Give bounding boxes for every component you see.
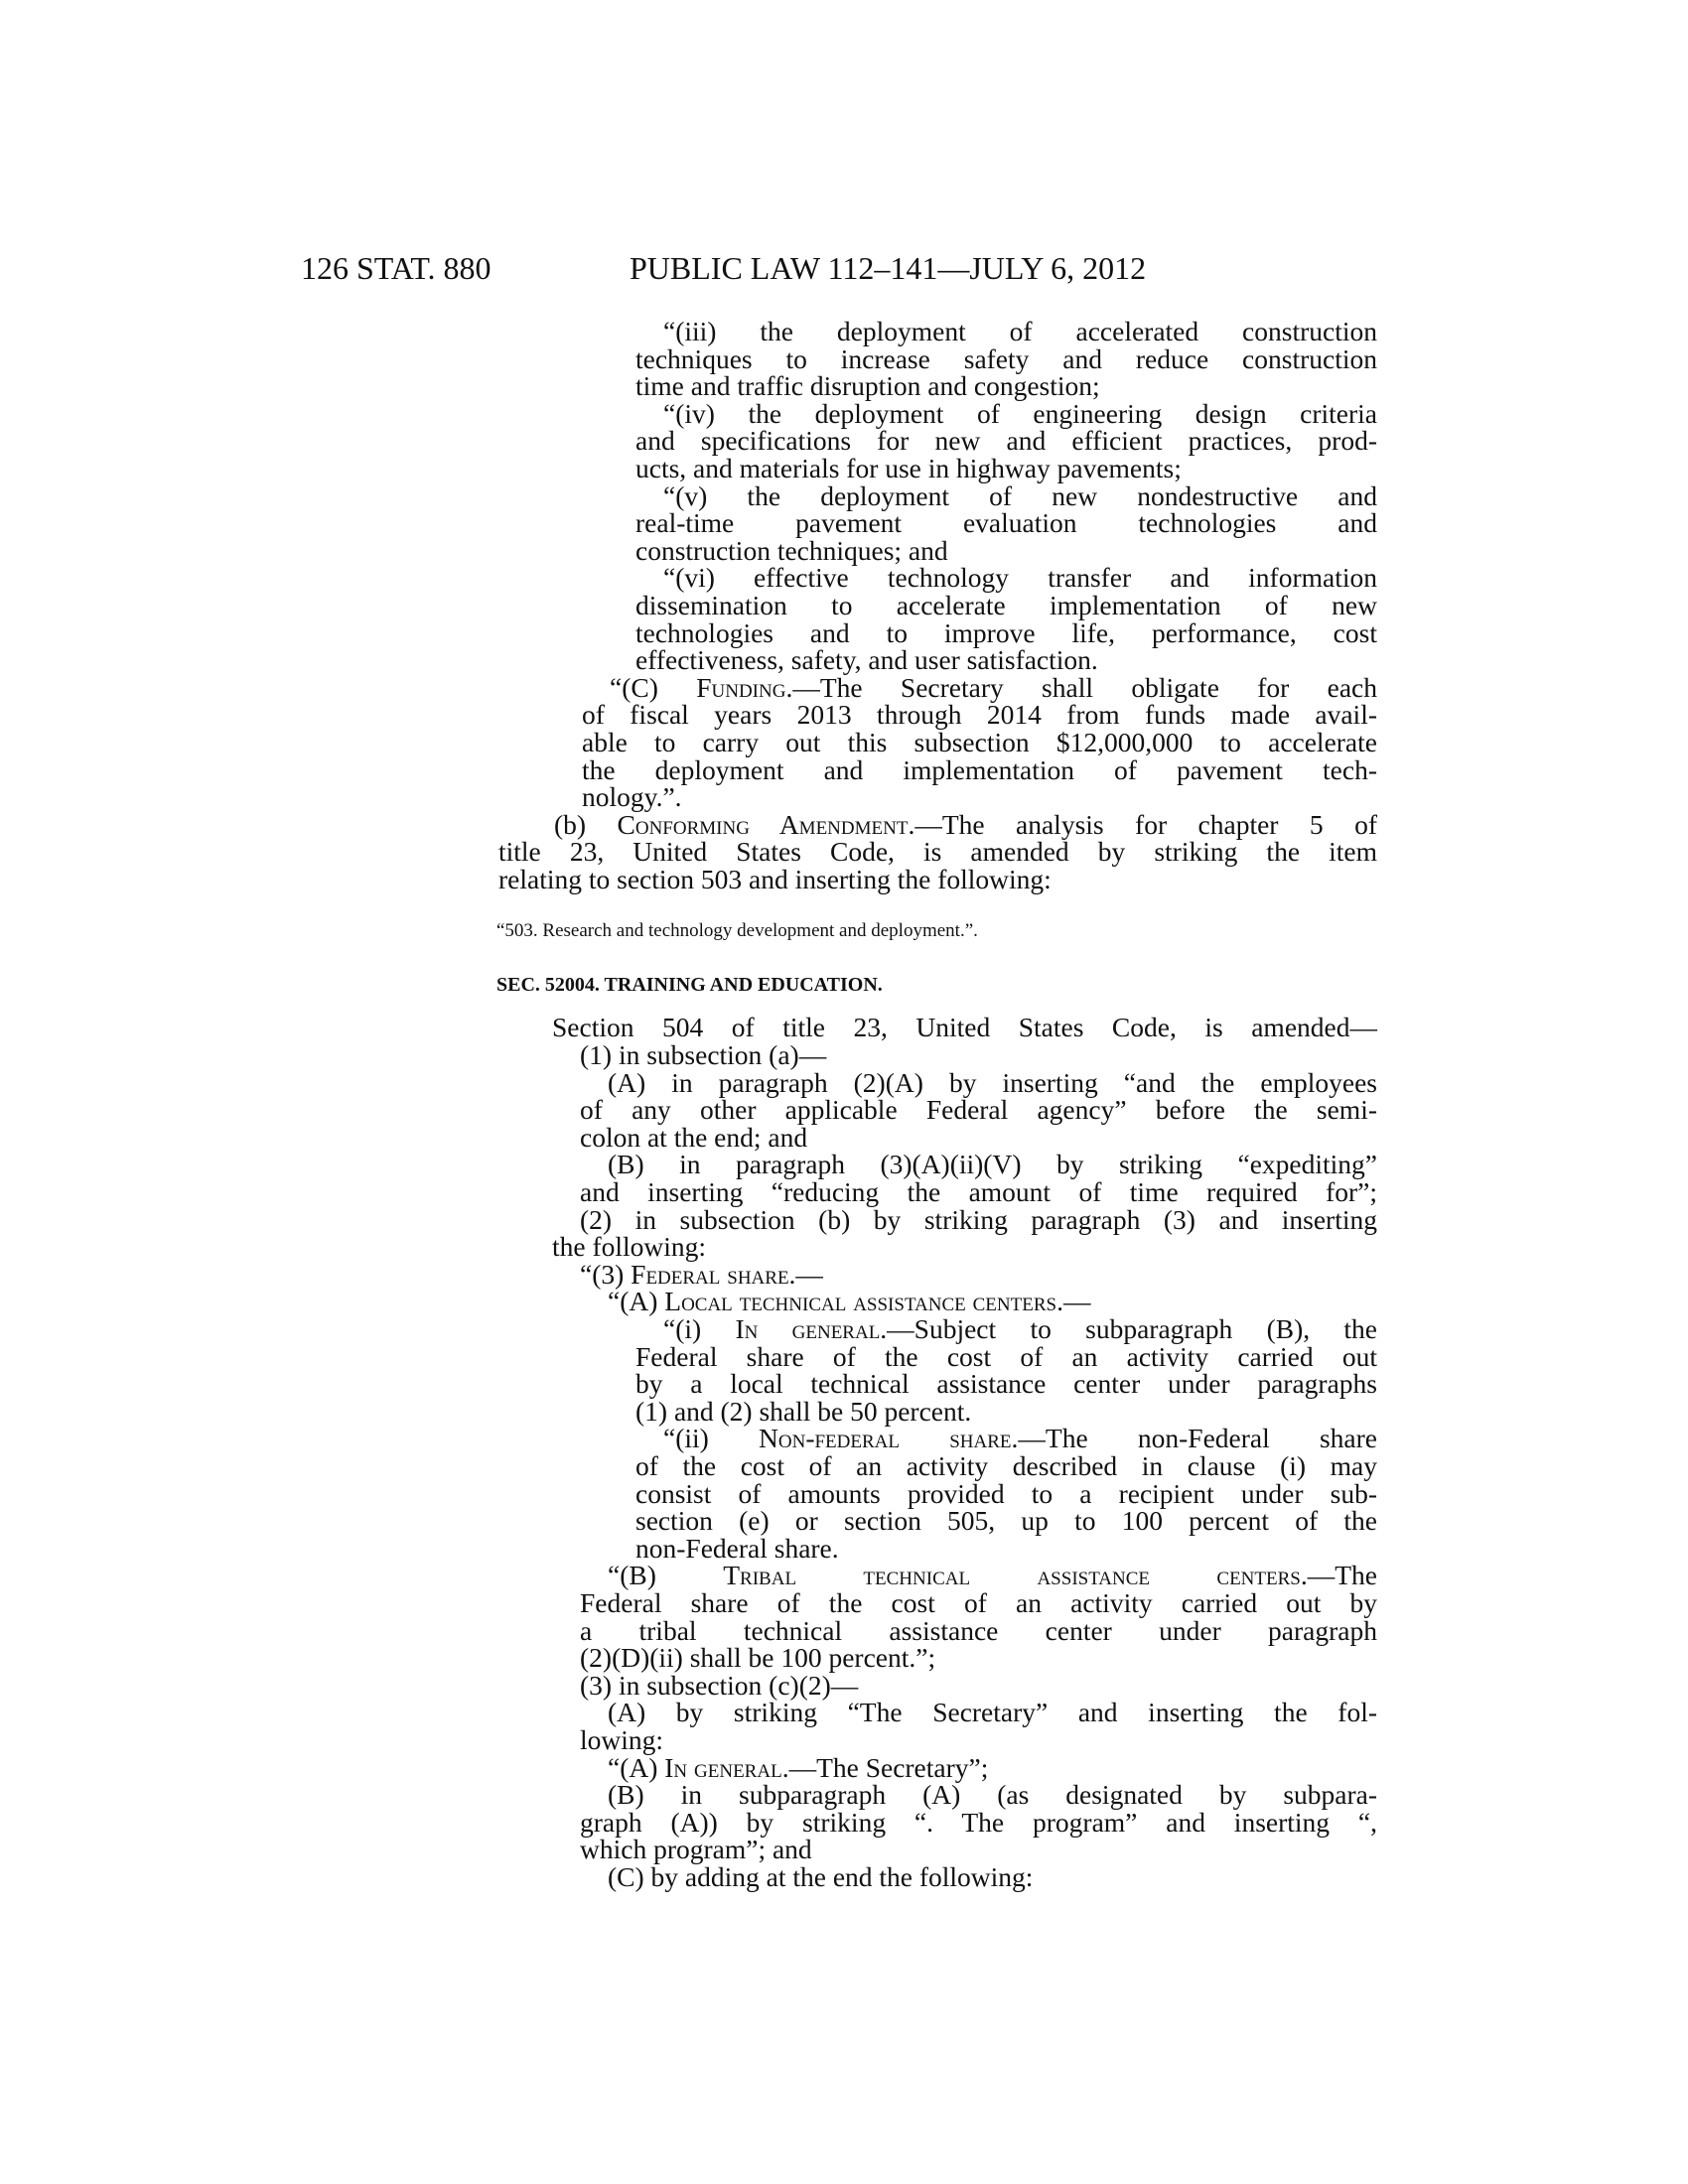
- caption-in-general: In general: [735, 1313, 881, 1344]
- text-line: real-time pavement evaluation technologies and: [635, 507, 1377, 539]
- text-run: .—: [1056, 1286, 1091, 1317]
- table-of-contents-item: “503. Research and technology development and deployment.”.: [496, 920, 978, 942]
- text-line: [580, 1258, 1377, 1290]
- enumerator: “(A): [608, 1286, 665, 1317]
- text-line: (2)(D)(ii) shall be 100 percent.”;: [580, 1642, 936, 1674]
- text-line: and inserting “reducing the amount of time required for”;: [580, 1176, 1377, 1208]
- text-run: .—The Secretary shall obligate for each: [785, 671, 1377, 703]
- text-line: of fiscal years 2013 through 2014 from funds made avail-: [582, 699, 1377, 731]
- text-line: (C) by adding at the end the following:: [608, 1860, 1034, 1892]
- document-body: [496, 318, 1377, 1890]
- text-line: and specifications for new and efficient practices, prod-: [635, 425, 1377, 457]
- text-line: (A) by striking “The Secretary” and inserting the fol-: [608, 1697, 1377, 1728]
- text-run: .—Subject to subparagraph (B), the: [880, 1313, 1377, 1344]
- text-line: relating to section 503 and inserting the following:: [498, 863, 1052, 894]
- section-heading: SEC. 52004. TRAINING AND EDUCATION.: [496, 974, 883, 997]
- text-line: [608, 1288, 1377, 1315]
- text-line: Federal share of the cost of an activity carried out by: [580, 1586, 1377, 1618]
- text-line: [663, 1425, 1377, 1452]
- enumerator: “(i): [663, 1313, 736, 1344]
- text-line: [610, 671, 1377, 703]
- text-line: Federal share of the cost of an activity carried out: [635, 1340, 1377, 1372]
- text-line: the following:: [552, 1231, 707, 1263]
- text-line: non-Federal share.: [635, 1532, 839, 1564]
- text-line: title 23, United States Code, is amended by striking the item: [498, 836, 1377, 868]
- text-run: .—The: [1300, 1560, 1377, 1591]
- text-line: “(iii) the deployment of accelerated construction: [663, 316, 1377, 346]
- enumerator: (b): [554, 808, 618, 840]
- text-run: .—: [788, 1258, 823, 1290]
- text-line: effectiveness, safety, and user satisfaction.: [635, 644, 1098, 676]
- text-line: lowing:: [580, 1723, 664, 1755]
- text-line: (1) in subsection (a)—: [580, 1039, 827, 1071]
- text-line: which program”; and: [580, 1834, 812, 1865]
- text-line: [663, 1315, 1377, 1343]
- caption-federal-share: Federal share: [631, 1258, 789, 1290]
- text-line: of the cost of an activity described in clause (i) may: [635, 1449, 1377, 1481]
- text-line: section (e) or section 505, up to 100 percent of the: [635, 1505, 1377, 1537]
- text-line: [608, 1562, 1377, 1589]
- text-line: nology.”.: [582, 781, 682, 813]
- text-line: (B) in paragraph (3)(A)(ii)(V) by striking “expediting”: [608, 1149, 1377, 1180]
- page-header: [0, 250, 1688, 290]
- text-line: a tribal technical assistance center under paragraph: [580, 1614, 1377, 1646]
- enumerator: “(A): [608, 1751, 665, 1783]
- caption-in-general: In general: [664, 1751, 782, 1783]
- caption-local-technical-assistance-centers: Local technical assistance centers: [664, 1286, 1057, 1317]
- text-run: .—The analysis for chapter 5 of: [908, 808, 1377, 840]
- text-line: “(v) the deployment of new nondestructive and: [663, 479, 1377, 511]
- text-line: dissemination to accelerate implementation of new: [635, 589, 1377, 620]
- statute-page-reference: 126 STAT. 880: [301, 250, 492, 286]
- caption-tribal-technical-assistance-centers: Tribal technical assistance centers: [723, 1560, 1301, 1591]
- text-line: Section 504 of title 23, United States Code, is amended—: [552, 1012, 1377, 1043]
- text-line: techniques to increase safety and reduce construction: [635, 342, 1377, 374]
- text-line: (B) in subparagraph (A) (as designated by subpara-: [608, 1779, 1377, 1811]
- text-line: (3) in subsection (c)(2)—: [580, 1669, 859, 1701]
- enumerator: “(B): [608, 1560, 724, 1591]
- text-line: the deployment and implementation of pavement tech-: [582, 753, 1377, 785]
- text-line: ucts, and materials for use in highway pavements;: [635, 452, 1182, 483]
- text-line: by a local technical assistance center under paragraphs: [635, 1368, 1377, 1400]
- text-line: [554, 808, 1377, 840]
- text-line: able to carry out this subsection $12,000,000 to accelerate: [582, 726, 1377, 757]
- enumerator: “(3): [580, 1258, 632, 1290]
- text-line: “(vi) effective technology transfer and information: [663, 562, 1377, 594]
- text-line: (A) in paragraph (2)(A) by inserting “and the employees: [608, 1066, 1377, 1098]
- caption-funding: Funding: [696, 671, 786, 703]
- caption-conforming-amendment: Conforming Amendment: [617, 808, 909, 840]
- text-line: “(iv) the deployment of engineering design criteria: [663, 397, 1377, 429]
- text-line: (2) in subsection (b) by striking paragraph (3) and inserting: [580, 1203, 1377, 1235]
- text-line: time and traffic disruption and congestion;: [635, 370, 1100, 402]
- running-title: PUBLIC LAW 112–141—JULY 6, 2012: [630, 250, 1147, 286]
- text-line: (1) and (2) shall be 50 percent.: [635, 1395, 972, 1427]
- text-line: consist of amounts provided to a recipient under sub-: [635, 1477, 1377, 1509]
- text-line: construction techniques; and: [635, 534, 948, 566]
- text-run: .—The Secretary”;: [781, 1751, 989, 1783]
- enumerator: “(C): [610, 671, 697, 703]
- text-line: of any other applicable Federal agency” before the semi-: [580, 1094, 1377, 1126]
- text-run: .—The non-Federal share: [1011, 1423, 1377, 1454]
- caption-non-federal-share: Non-federal share: [759, 1423, 1012, 1454]
- text-line: graph (A)) by striking “. The program” and inserting “,: [580, 1806, 1377, 1838]
- enumerator: “(ii): [663, 1423, 760, 1454]
- text-line: colon at the end; and: [580, 1121, 808, 1153]
- text-line: technologies and to improve life, performance, cost: [635, 616, 1377, 648]
- text-line: [608, 1751, 1377, 1783]
